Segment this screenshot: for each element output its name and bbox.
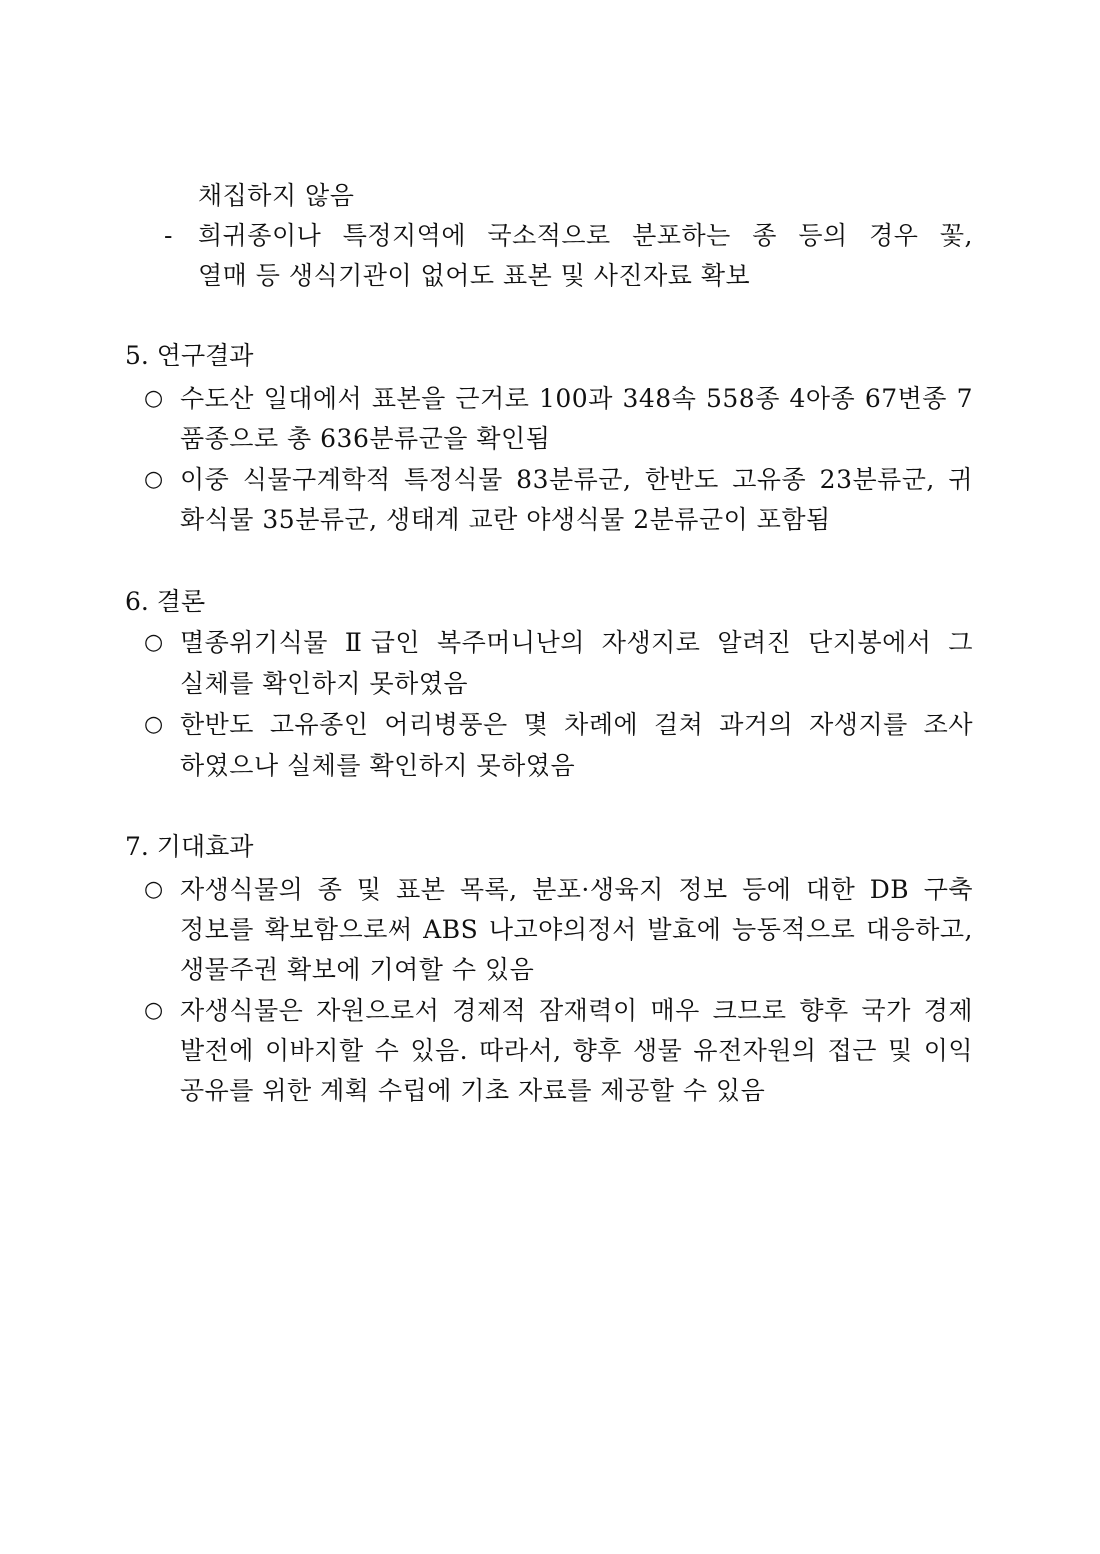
bullet-marker: ○ <box>144 630 164 655</box>
section-6-heading: 6. 결론 <box>125 587 206 616</box>
bullet-marker: ○ <box>144 712 164 737</box>
dash-marker: - <box>164 221 173 250</box>
bullet-marker: ○ <box>144 467 164 492</box>
section-5-heading: 5. 연구결과 <box>125 341 254 370</box>
section-6-item-1-line-2: 실체를 확인하지 못하였음 <box>180 669 469 698</box>
bullet-marker: ○ <box>144 386 164 411</box>
section-5-item-2-line-1: 이중 식물구계학적 특정식물 83분류군, 한반도 고유종 23분류군, 귀 <box>180 465 973 494</box>
section-7-item-2-line-1: 자생식물은 자원으로서 경제적 잠재력이 매우 크므로 향후 국가 경제 <box>180 996 973 1025</box>
section-5-item-2-line-2: 화식물 35분류군, 생태계 교란 야생식물 2분류군이 포함됨 <box>180 505 831 534</box>
section-5-item-1-line-2: 품종으로 총 636분류군을 확인됨 <box>180 424 551 453</box>
dash-item-line-2: 열매 등 생식기관이 없어도 표본 및 사진자료 확보 <box>198 261 751 290</box>
section-7-item-1-line-3: 생물주권 확보에 기여할 수 있음 <box>180 955 535 984</box>
section-7-item-2-line-3: 공유를 위한 계획 수립에 기초 자료를 제공할 수 있음 <box>180 1076 766 1105</box>
section-7-heading: 7. 기대효과 <box>125 832 254 861</box>
section-6-item-2-line-2: 하였으나 실체를 확인하지 못하였음 <box>180 751 576 780</box>
section-6-item-1-line-1: 멸종위기식물 Ⅱ급인 복주머니난의 자생지로 알려진 단지봉에서 그 <box>180 628 973 657</box>
section-7-item-1-line-1: 자생식물의 종 및 표본 목록, 분포·생육지 정보 등에 대한 DB 구축 <box>180 875 973 904</box>
dash-item-line-1: 희귀종이나 특정지역에 국소적으로 분포하는 종 등의 경우 꽃, <box>198 221 973 250</box>
section-7-item-1-line-2: 정보를 확보함으로써 ABS 나고야의정서 발효에 능동적으로 대응하고, <box>180 915 973 944</box>
bullet-marker: ○ <box>144 998 164 1023</box>
section-5-item-1-line-1: 수도산 일대에서 표본을 근거로 100과 348속 558종 4아종 67변종 7 <box>180 384 973 413</box>
continuation-line: 채집하지 않음 <box>198 181 355 210</box>
bullet-marker: ○ <box>144 877 164 902</box>
section-6-item-2-line-1: 한반도 고유종인 어리병풍은 몇 차례에 걸쳐 과거의 자생지를 조사 <box>180 710 973 739</box>
section-7-item-2-line-2: 발전에 이바지할 수 있음. 따라서, 향후 생물 유전자원의 접근 및 이익 <box>180 1036 973 1065</box>
